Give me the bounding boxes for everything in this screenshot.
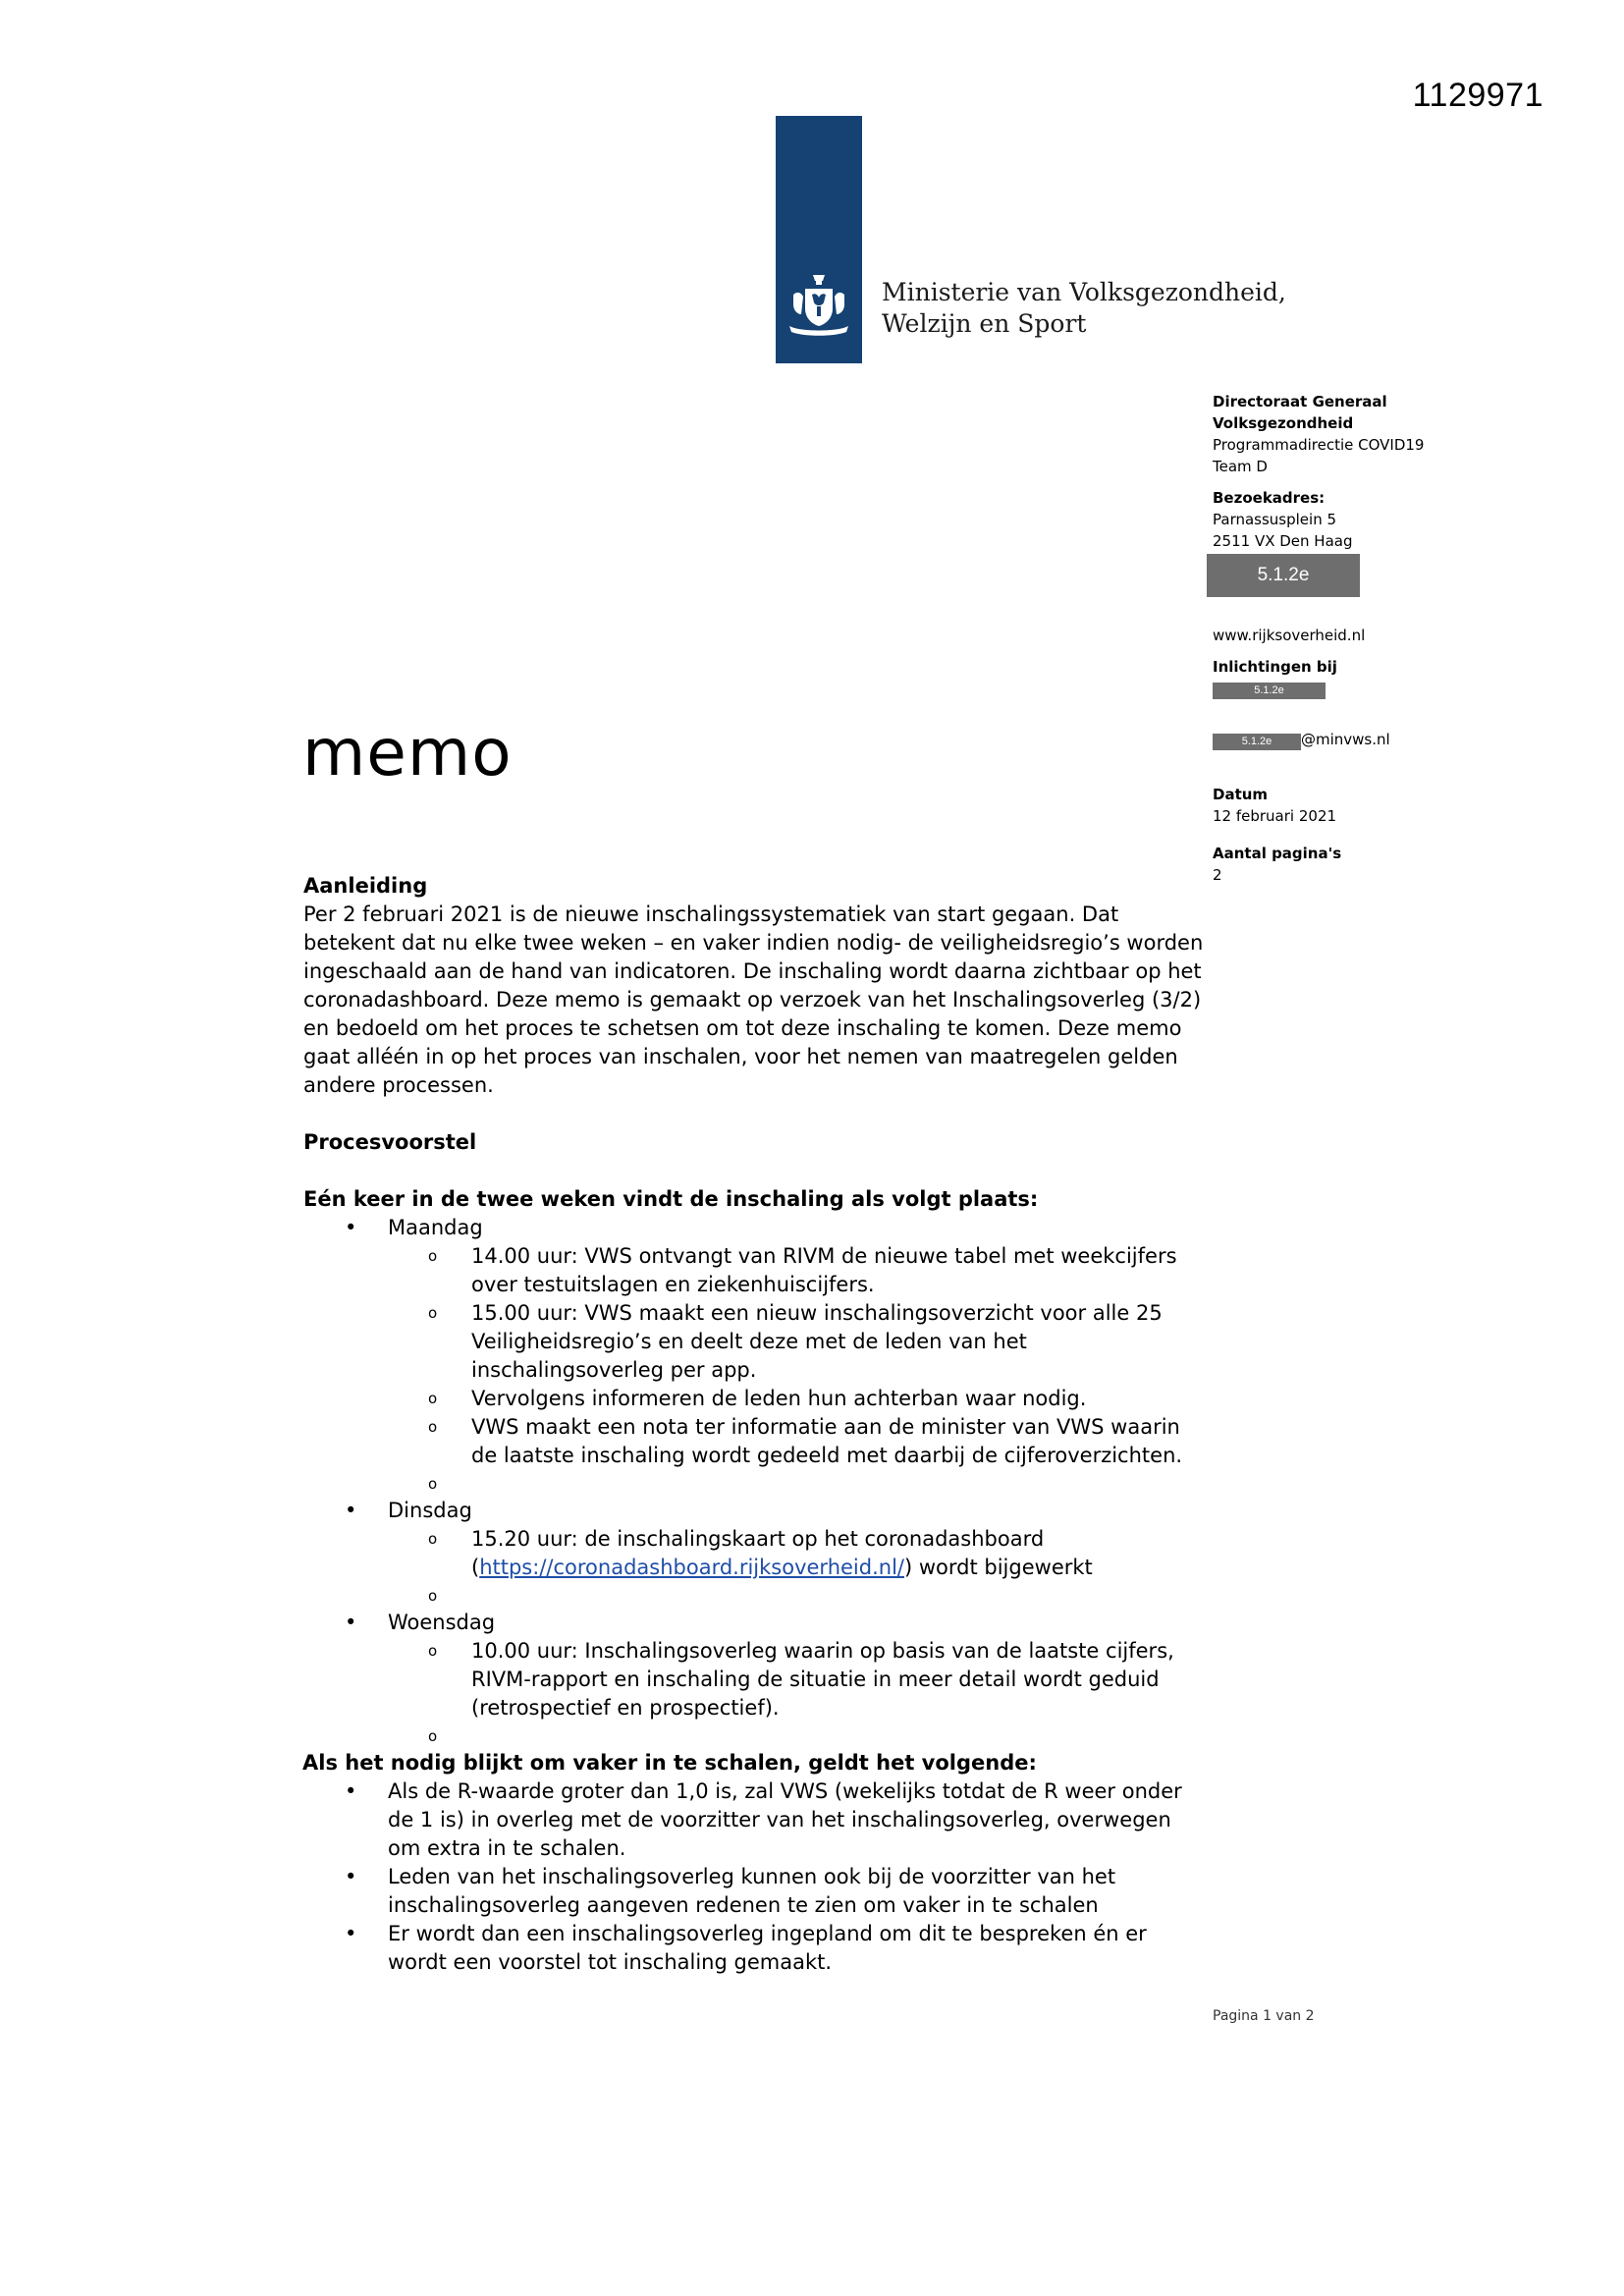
list-item: • Leden van het inschalingsoverleg kunnen ook bij de voorzitter van het inschalingsoverleg aangeven redenen te zien om vaker in te schalen	[303, 1863, 1207, 1920]
tuesday-item-prefix: 15.20 uur: de inschalingskaart op het coronadashboard (	[471, 1527, 1045, 1579]
pages-label: Aantal pagina's	[1213, 845, 1342, 862]
date-value: 12 februari 2021	[1213, 807, 1337, 825]
email-suffix: @minvws.nl	[1301, 731, 1390, 748]
aanleiding-heading: Aanleiding	[303, 874, 428, 898]
website: www.rijksoverheid.nl	[1213, 627, 1366, 644]
document-number: 1129971	[1412, 77, 1543, 114]
date-label: Datum	[1213, 786, 1269, 803]
monday-label: Maandag	[388, 1216, 483, 1239]
list-item: o VWS maakt een nota ter informatie aan de minister van VWS waarin de laatste inschaling wordt gedeeld met daarbij de cijferoverzichten.	[387, 1413, 1207, 1470]
coat-of-arms-icon	[784, 271, 854, 342]
ministry-name-line1: Ministerie van Volksgezondheid,	[882, 278, 1286, 306]
list-item: o 10.00 uur: Inschalingsoverleg waarin op basis van de laatste cijfers, RIVM-rapport en inschaling de situatie in meer detail wordt geduid (retrospectief en prospectief).	[387, 1637, 1207, 1722]
list-item: o 14.00 uur: VWS ontvangt van RIVM de nieuwe tabel met weekcijfers over testuitslagen en ziekenhuiscijfers.	[387, 1242, 1207, 1299]
wednesday-sublist	[388, 1637, 1207, 1749]
list-item	[303, 1609, 1207, 1749]
list-item: o 15.00 uur: VWS maakt een nieuw inschalingsoverzicht voor alle 25 Veiligheidsregio’s en deelt deze met de leden van het inschalingsoverleg per app.	[387, 1299, 1207, 1385]
empty-list-item	[387, 1722, 1207, 1749]
tuesday-item-suffix: ) wordt bijgewerkt	[904, 1556, 1093, 1579]
ministry-name-line2: Welzijn en Sport	[882, 309, 1087, 338]
email-line	[1213, 729, 1468, 750]
dept-line2: Volksgezondheid	[1213, 414, 1354, 432]
info-label: Inlichtingen bij	[1213, 658, 1337, 676]
address-label: Bezoekadres:	[1213, 489, 1326, 507]
empty-list-item	[387, 1470, 1207, 1497]
list-item: • Er wordt dan een inschalingsoverleg ingepland om dit te bespreken én er wordt een voorstel tot inschaling gemaakt.	[303, 1920, 1207, 1977]
schedule-heading: Eén keer in de twee weken vindt de inschaling als volgt plaats:	[303, 1187, 1039, 1211]
list-item	[303, 1214, 1207, 1497]
wednesday-label: Woensdag	[388, 1611, 496, 1634]
dept-line4: Team D	[1213, 458, 1268, 475]
procesvoorstel-heading: Procesvoorstel	[303, 1130, 477, 1154]
aanleiding-text: Per 2 februari 2021 is de nieuwe inschalingssystematiek van start gegaan. Dat betekent dat nu elke twee weken – en vaker indien nodig- de veiligheidsregio’s worden ingeschaald aan de hand van indicatoren. De inschaling wordt daarna zichtbaar op het coronadashboard. Deze memo is gemaakt op verzoek van het Inschalingsoverleg (3/2) en bedoeld om het proces te schetsen om tot deze inschaling te komen. Deze memo gaat alléén in op het proces van inschalen, voor het nemen van maatregelen gelden andere processen.	[303, 902, 1204, 1097]
redaction-box: 5.1.2e	[1207, 554, 1360, 597]
dept-line1: Directoraat Generaal	[1213, 393, 1387, 410]
list-item	[387, 1525, 1207, 1582]
memo-body	[303, 872, 1207, 1977]
tuesday-label: Dinsdag	[388, 1499, 472, 1522]
list-item: • Als de R-waarde groter dan 1,0 is, zal VWS (wekelijks totdat de R weer onder de 1 is) in overleg met de voorzitter van het inschalingsoverleg, overwegen om extra in te schalen.	[303, 1777, 1207, 1863]
redaction-box: 5.1.2e	[1213, 734, 1301, 750]
address-line2: 2511 VX Den Haag	[1213, 532, 1353, 550]
list-item	[303, 1497, 1207, 1609]
rijksoverheid-logo-bar	[776, 116, 862, 363]
extra-heading: Als het nodig blijkt om vaker in te schalen, geldt het volgende:	[302, 1751, 1037, 1775]
schedule-list	[303, 1214, 1207, 1749]
memo-title: memo	[302, 715, 513, 791]
page-footer: Pagina 1 van 2	[1213, 2008, 1315, 2024]
address-line1: Parnassusplein 5	[1213, 511, 1337, 528]
sidebar-info	[1213, 391, 1468, 886]
department-block	[1213, 391, 1468, 477]
redaction-box: 5.1.2e	[1213, 683, 1326, 699]
ministry-name	[882, 277, 1286, 340]
extra-list	[303, 1777, 1207, 1977]
coronadashboard-link[interactable]: https://coronadashboard.rijksoverheid.nl/	[479, 1556, 904, 1579]
address-block	[1213, 487, 1468, 597]
monday-sublist	[388, 1242, 1207, 1497]
pages-value: 2	[1213, 866, 1222, 884]
tuesday-sublist	[388, 1525, 1207, 1609]
empty-list-item	[387, 1582, 1207, 1609]
dept-line3: Programmadirectie COVID19	[1213, 436, 1425, 454]
list-item: o Vervolgens informeren de leden hun achterban waar nodig.	[387, 1385, 1207, 1413]
